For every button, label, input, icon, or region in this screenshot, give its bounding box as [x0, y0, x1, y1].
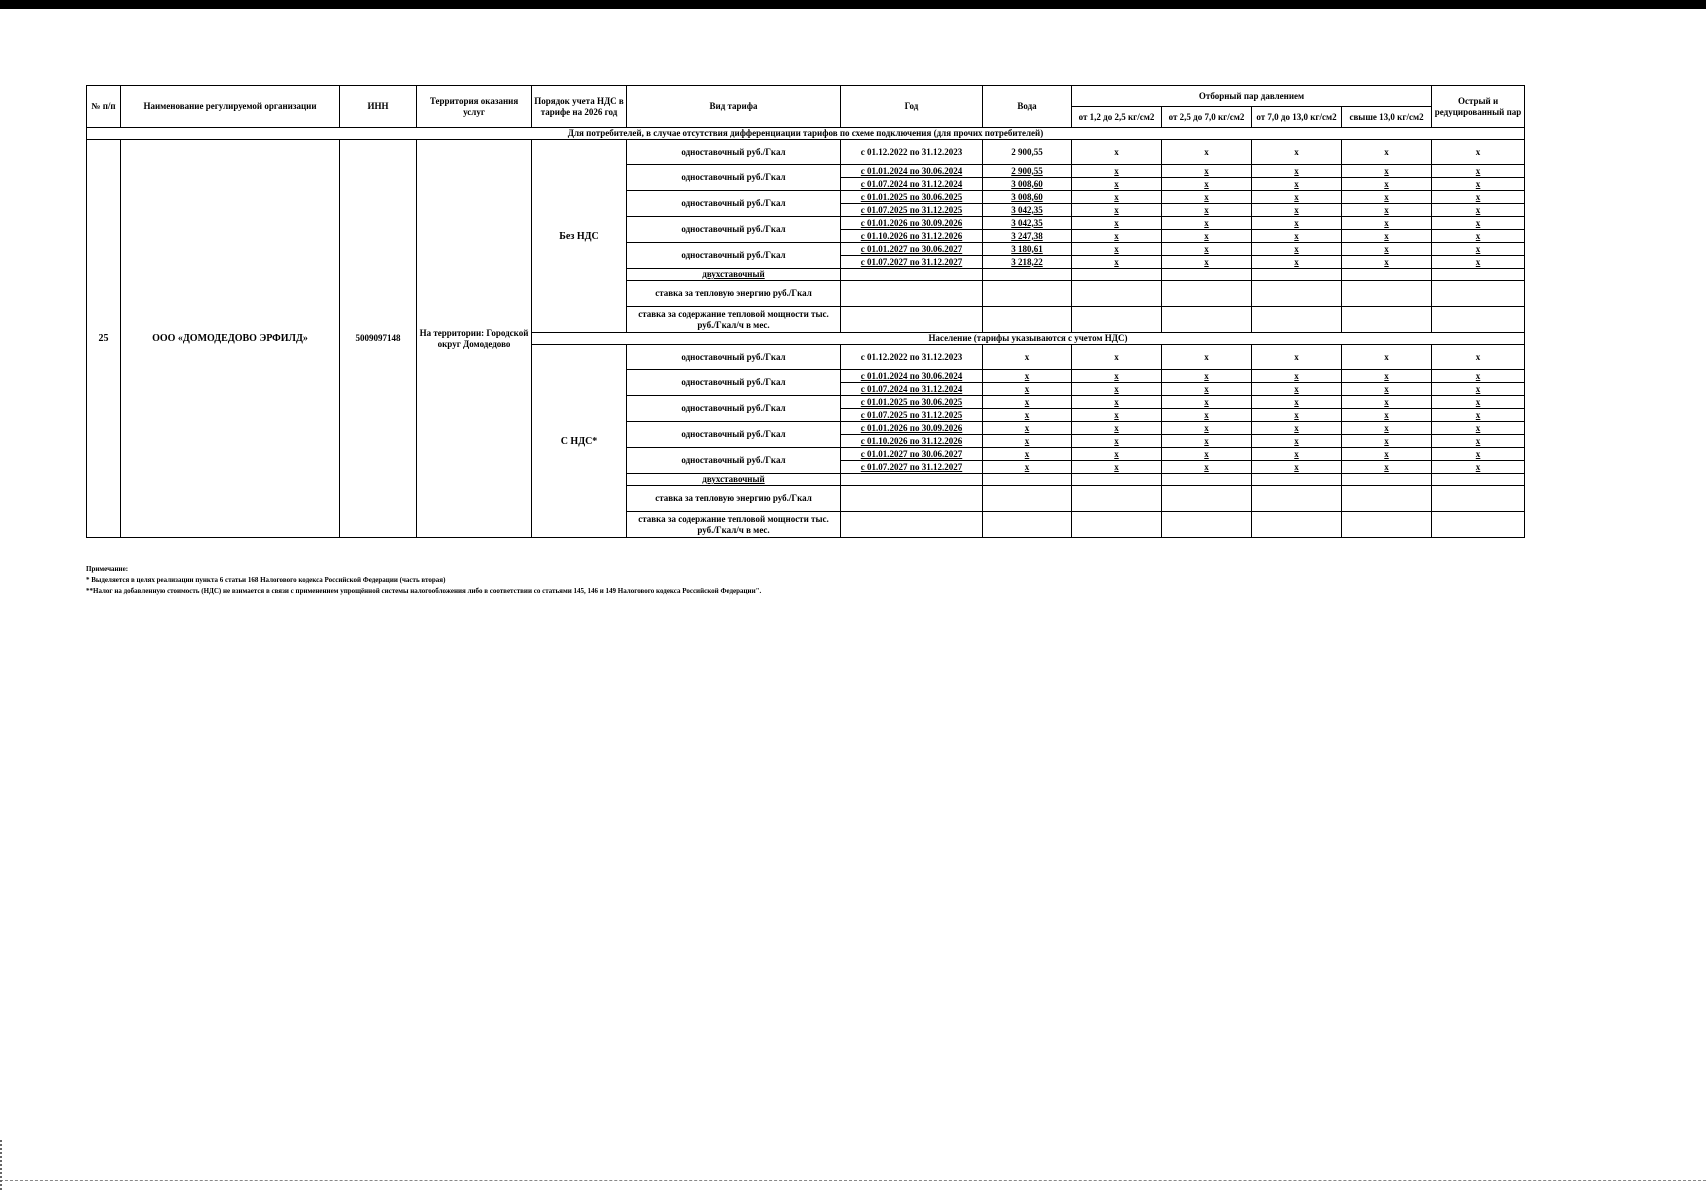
- x-mark: x: [1162, 140, 1252, 165]
- x-mark: x: [1072, 422, 1162, 435]
- x-mark: x: [1162, 256, 1252, 269]
- empty-cell: [1072, 474, 1162, 486]
- x-mark: x: [1072, 435, 1162, 448]
- empty-cell: [841, 281, 983, 307]
- tariff-capacity-rate: ставка за содержание тепловой мощности тыс. руб./Гкал/ч в мес.: [627, 307, 841, 333]
- tariff-table: [86, 85, 1525, 538]
- header-org-name: Наименование регулируемой организации: [121, 86, 340, 128]
- period: с 01.07.2027 по 31.12.2027: [841, 256, 983, 269]
- x-mark: x: [1252, 256, 1342, 269]
- tariff-two-part: двухставочный: [627, 269, 841, 281]
- org-num: 25: [87, 140, 121, 538]
- org-name: ООО «ДОМОДЕДОВО ЭРФИЛД»: [121, 140, 340, 538]
- tariff-single-rate: одноставочный руб./Гкал: [627, 448, 841, 474]
- empty-cell: [1342, 269, 1432, 281]
- x-mark: x: [1432, 140, 1525, 165]
- empty-cell: [841, 474, 983, 486]
- empty-cell: [1342, 474, 1432, 486]
- header-pressure-4: свыше 13,0 кг/см2: [1342, 107, 1432, 128]
- period: с 01.12.2022 по 31.12.2023: [841, 345, 983, 370]
- x-mark: x: [1342, 409, 1432, 422]
- x-mark: x: [1252, 461, 1342, 474]
- x-mark: x: [1162, 448, 1252, 461]
- x-mark: x: [1432, 204, 1525, 217]
- empty-cell: [1162, 307, 1252, 333]
- tariff-single-rate: одноставочный руб./Гкал: [627, 370, 841, 396]
- tariff-single-rate: одноставочный руб./Гкал: [627, 243, 841, 269]
- empty-cell: [983, 512, 1072, 538]
- x-mark: x: [1252, 448, 1342, 461]
- note-1: * Выделяется в целях реализации пункта 6 статьи 168 Налогового кодекса Российской Федерации (часть вторая): [86, 576, 446, 584]
- water-value: x: [983, 396, 1072, 409]
- vat-order: С НДС*: [532, 345, 627, 538]
- x-mark: x: [1162, 165, 1252, 178]
- header-water: Вода: [983, 86, 1072, 128]
- tariff-single-rate: одноставочный руб./Гкал: [627, 165, 841, 191]
- empty-cell: [1252, 474, 1342, 486]
- empty-cell: [1162, 486, 1252, 512]
- water-value: 3 247,38: [983, 230, 1072, 243]
- x-mark: x: [1342, 370, 1432, 383]
- empty-cell: [841, 486, 983, 512]
- x-mark: x: [1432, 217, 1525, 230]
- header-pressure-1: от 1,2 до 2,5 кг/см2: [1072, 107, 1162, 128]
- x-mark: x: [1342, 435, 1432, 448]
- x-mark: x: [1252, 178, 1342, 191]
- x-mark: x: [1342, 165, 1432, 178]
- tariff-single-rate: одноставочный руб./Гкал: [627, 217, 841, 243]
- empty-cell: [1342, 307, 1432, 333]
- empty-cell: [841, 269, 983, 281]
- header-year: Год: [841, 86, 983, 128]
- x-mark: x: [1072, 217, 1162, 230]
- x-mark: x: [1342, 204, 1432, 217]
- empty-cell: [983, 474, 1072, 486]
- period: с 01.10.2026 по 31.12.2026: [841, 230, 983, 243]
- period: с 01.01.2025 по 30.06.2025: [841, 191, 983, 204]
- empty-cell: [983, 281, 1072, 307]
- section-title-other: Для потребителей, в случае отсутствия дифференциации тарифов по схеме подключения (для прочих потребителей): [87, 128, 1525, 140]
- period: с 01.07.2025 по 31.12.2025: [841, 409, 983, 422]
- x-mark: x: [1252, 409, 1342, 422]
- tariff-single-rate: одноставочный руб./Гкал: [627, 422, 841, 448]
- x-mark: x: [1162, 409, 1252, 422]
- x-mark: x: [1072, 448, 1162, 461]
- x-mark: x: [1432, 370, 1525, 383]
- x-mark: x: [1432, 243, 1525, 256]
- x-mark: x: [1162, 461, 1252, 474]
- empty-cell: [1432, 512, 1525, 538]
- header-steam-group: Отборный пар давлением: [1072, 86, 1432, 107]
- x-mark: x: [1162, 191, 1252, 204]
- scan-top-border: [0, 0, 1706, 9]
- x-mark: x: [1072, 256, 1162, 269]
- header-vat-order: Порядок учета НДС в тарифе на 2026 год: [532, 86, 627, 128]
- x-mark: x: [1342, 345, 1432, 370]
- water-value: 3 008,60: [983, 191, 1072, 204]
- period: с 01.07.2024 по 31.12.2024: [841, 178, 983, 191]
- scan-left-mark: [0, 1140, 10, 1190]
- vat-order: Без НДС: [532, 140, 627, 333]
- empty-cell: [1342, 486, 1432, 512]
- note-2: **Налог на добавленную стоимость (НДС) не взимается в связи с применением упрощённой системы налогообложения либо в соответствии со статьями 145, 146 и 149 Налогового кодекса Российской Федерации".: [86, 587, 762, 595]
- scan-bottom-line: [0, 1180, 1706, 1181]
- period: с 01.07.2024 по 31.12.2024: [841, 383, 983, 396]
- tariff-capacity-rate: ставка за содержание тепловой мощности тыс. руб./Гкал/ч в мес.: [627, 512, 841, 538]
- x-mark: x: [1432, 461, 1525, 474]
- x-mark: x: [1342, 178, 1432, 191]
- x-mark: x: [1432, 178, 1525, 191]
- x-mark: x: [1072, 383, 1162, 396]
- empty-cell: [1162, 281, 1252, 307]
- x-mark: x: [1162, 217, 1252, 230]
- period: с 01.10.2026 по 31.12.2026: [841, 435, 983, 448]
- water-value: 3 042,35: [983, 217, 1072, 230]
- period: с 01.01.2025 по 30.06.2025: [841, 396, 983, 409]
- empty-cell: [1342, 281, 1432, 307]
- x-mark: x: [1252, 191, 1342, 204]
- water-value: 3 042,35: [983, 204, 1072, 217]
- x-mark: x: [1342, 461, 1432, 474]
- period: с 01.01.2027 по 30.06.2027: [841, 243, 983, 256]
- x-mark: x: [1252, 243, 1342, 256]
- header-sharp-steam: Острый и редуцированный пар: [1432, 86, 1525, 128]
- tariff-energy-rate: ставка за тепловую энергию руб./Гкал: [627, 281, 841, 307]
- empty-cell: [1342, 512, 1432, 538]
- header-pressure-3: от 7,0 до 13,0 кг/см2: [1252, 107, 1342, 128]
- water-value: 3 218,22: [983, 256, 1072, 269]
- tariff-energy-rate: ставка за тепловую энергию руб./Гкал: [627, 486, 841, 512]
- x-mark: x: [1432, 422, 1525, 435]
- empty-cell: [1252, 269, 1342, 281]
- notes-title: Примечание:: [86, 565, 129, 573]
- tariff-single-rate: одноставочный руб./Гкал: [627, 140, 841, 165]
- x-mark: x: [1252, 217, 1342, 230]
- header-tariff-type: Вид тарифа: [627, 86, 841, 128]
- x-mark: x: [1252, 204, 1342, 217]
- x-mark: x: [1342, 448, 1432, 461]
- x-mark: x: [1252, 383, 1342, 396]
- header-territory: Территория оказания услуг: [417, 86, 532, 128]
- x-mark: x: [1432, 409, 1525, 422]
- empty-cell: [1072, 512, 1162, 538]
- x-mark: x: [1432, 396, 1525, 409]
- org-territory: На территории: Городской округ Домодедово: [417, 140, 532, 538]
- x-mark: x: [1342, 422, 1432, 435]
- x-mark: x: [1162, 243, 1252, 256]
- water-value: x: [983, 461, 1072, 474]
- x-mark: x: [1342, 243, 1432, 256]
- x-mark: x: [1432, 256, 1525, 269]
- x-mark: x: [1162, 383, 1252, 396]
- water-value: 3 180,61: [983, 243, 1072, 256]
- tariff-single-rate: одноставочный руб./Гкал: [627, 396, 841, 422]
- header-inn: ИНН: [340, 86, 417, 128]
- empty-cell: [841, 512, 983, 538]
- period: с 01.01.2027 по 30.06.2027: [841, 448, 983, 461]
- x-mark: x: [1072, 204, 1162, 217]
- x-mark: x: [1342, 396, 1432, 409]
- period: с 01.12.2022 по 31.12.2023: [841, 140, 983, 165]
- x-mark: x: [1342, 217, 1432, 230]
- empty-cell: [1252, 307, 1342, 333]
- empty-cell: [1162, 512, 1252, 538]
- header-pressure-2: от 2,5 до 7,0 кг/см2: [1162, 107, 1252, 128]
- org-inn: 5009097148: [340, 140, 417, 538]
- x-mark: x: [1342, 140, 1432, 165]
- tariff-single-rate: одноставочный руб./Гкал: [627, 345, 841, 370]
- x-mark: x: [1162, 370, 1252, 383]
- x-mark: x: [1252, 140, 1342, 165]
- empty-cell: [983, 307, 1072, 333]
- x-mark: x: [1432, 165, 1525, 178]
- x-mark: x: [1432, 435, 1525, 448]
- x-mark: x: [1252, 370, 1342, 383]
- period: с 01.07.2025 по 31.12.2025: [841, 204, 983, 217]
- empty-cell: [1252, 512, 1342, 538]
- x-mark: x: [1072, 191, 1162, 204]
- water-value: x: [983, 409, 1072, 422]
- notes: [86, 564, 761, 597]
- period: с 01.07.2027 по 31.12.2027: [841, 461, 983, 474]
- empty-cell: [841, 307, 983, 333]
- x-mark: x: [1432, 448, 1525, 461]
- x-mark: x: [1162, 230, 1252, 243]
- x-mark: x: [1072, 345, 1162, 370]
- x-mark: x: [1162, 422, 1252, 435]
- tariff-single-rate: одноставочный руб./Гкал: [627, 191, 841, 217]
- empty-cell: [1432, 307, 1525, 333]
- x-mark: x: [1072, 230, 1162, 243]
- water-value: x: [983, 435, 1072, 448]
- water-value: x: [983, 448, 1072, 461]
- water-value: 2 900,55: [983, 165, 1072, 178]
- x-mark: x: [1252, 165, 1342, 178]
- empty-cell: [1432, 269, 1525, 281]
- water-value: x: [983, 345, 1072, 370]
- empty-cell: [1432, 474, 1525, 486]
- period: с 01.01.2024 по 30.06.2024: [841, 165, 983, 178]
- x-mark: x: [1162, 178, 1252, 191]
- x-mark: x: [1252, 345, 1342, 370]
- empty-cell: [983, 486, 1072, 512]
- x-mark: x: [1252, 422, 1342, 435]
- empty-cell: [1072, 307, 1162, 333]
- x-mark: x: [1072, 243, 1162, 256]
- x-mark: x: [1342, 383, 1432, 396]
- x-mark: x: [1342, 230, 1432, 243]
- x-mark: x: [1072, 396, 1162, 409]
- water-value: x: [983, 383, 1072, 396]
- x-mark: x: [1432, 383, 1525, 396]
- x-mark: x: [1432, 191, 1525, 204]
- section-title-population: Население (тарифы указываются с учетом НДС): [532, 333, 1525, 345]
- header-num: № п/п: [87, 86, 121, 128]
- x-mark: x: [1072, 140, 1162, 165]
- x-mark: x: [1342, 191, 1432, 204]
- empty-cell: [983, 269, 1072, 281]
- x-mark: x: [1162, 396, 1252, 409]
- x-mark: x: [1252, 396, 1342, 409]
- x-mark: x: [1072, 409, 1162, 422]
- empty-cell: [1432, 486, 1525, 512]
- period: с 01.01.2026 по 30.09.2026: [841, 217, 983, 230]
- water-value: x: [983, 370, 1072, 383]
- x-mark: x: [1252, 230, 1342, 243]
- empty-cell: [1072, 281, 1162, 307]
- water-value: x: [983, 422, 1072, 435]
- x-mark: x: [1162, 345, 1252, 370]
- x-mark: x: [1432, 230, 1525, 243]
- empty-cell: [1252, 486, 1342, 512]
- x-mark: x: [1072, 178, 1162, 191]
- empty-cell: [1252, 281, 1342, 307]
- period: с 01.01.2024 по 30.06.2024: [841, 370, 983, 383]
- period: с 01.01.2026 по 30.09.2026: [841, 422, 983, 435]
- x-mark: x: [1072, 370, 1162, 383]
- empty-cell: [1162, 269, 1252, 281]
- x-mark: x: [1072, 461, 1162, 474]
- empty-cell: [1072, 486, 1162, 512]
- x-mark: x: [1432, 345, 1525, 370]
- empty-cell: [1162, 474, 1252, 486]
- x-mark: x: [1162, 435, 1252, 448]
- empty-cell: [1432, 281, 1525, 307]
- water-value: 3 008,60: [983, 178, 1072, 191]
- empty-cell: [1072, 269, 1162, 281]
- tariff-two-part: двухставочный: [627, 474, 841, 486]
- water-value: 2 900,55: [983, 140, 1072, 165]
- x-mark: x: [1252, 435, 1342, 448]
- x-mark: x: [1162, 204, 1252, 217]
- x-mark: x: [1072, 165, 1162, 178]
- x-mark: x: [1342, 256, 1432, 269]
